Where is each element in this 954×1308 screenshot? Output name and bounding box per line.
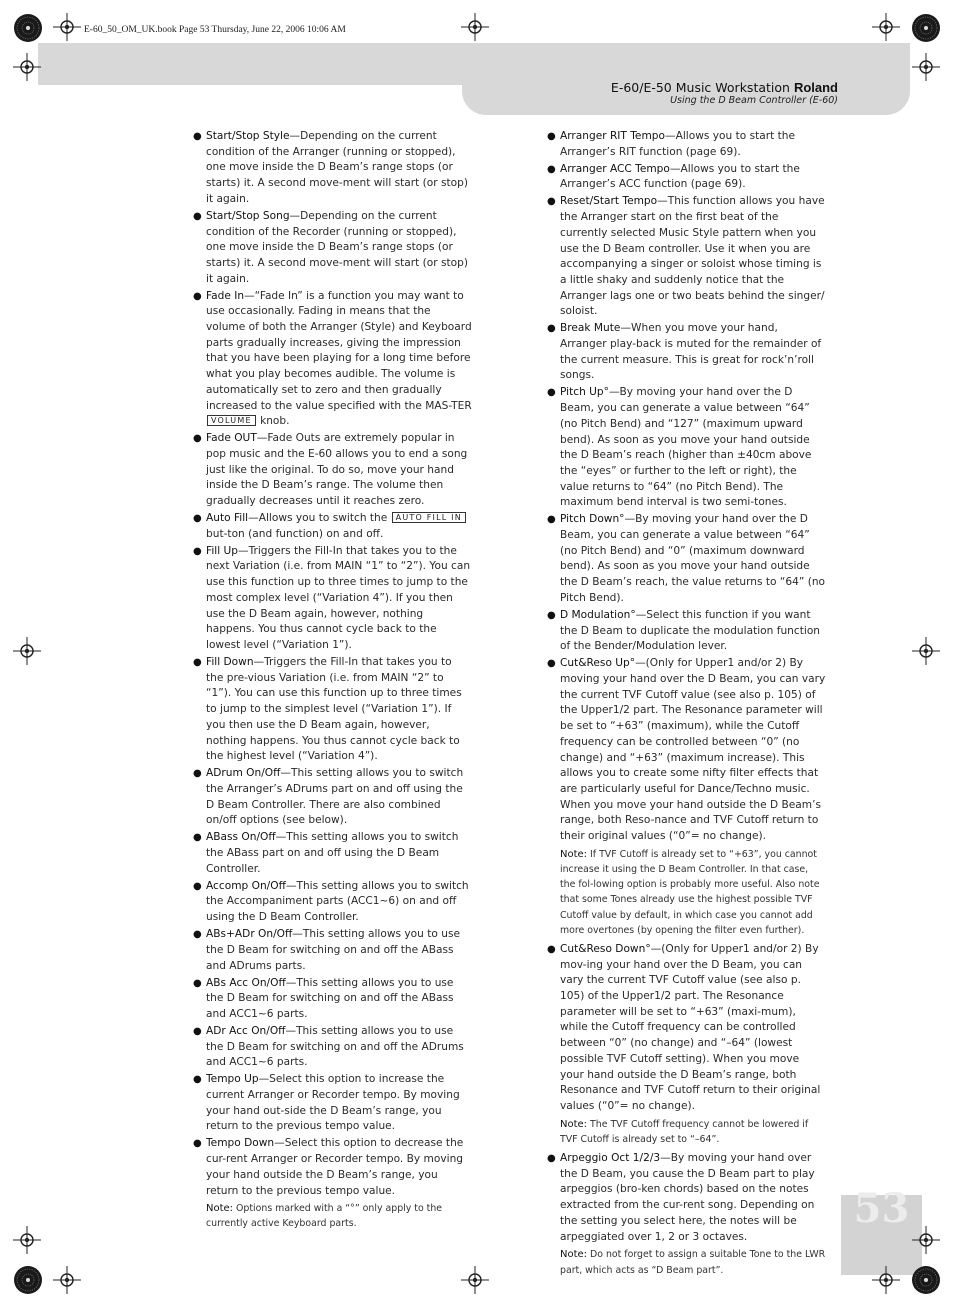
option-term: Start/Stop Song xyxy=(206,209,290,222)
option-term: Arpeggio Oct 1/2/3 xyxy=(560,1152,661,1165)
option-description: —This setting allows you to switch the ABass part on and off using the D Beam Controller. xyxy=(206,831,459,875)
bullet-icon: ● xyxy=(547,163,556,175)
bullet-icon: ● xyxy=(193,880,202,892)
option-term: Cut&Reso Down° xyxy=(560,942,651,955)
wheel-mark-top-right xyxy=(912,14,940,42)
note-label: Note: xyxy=(206,1203,234,1215)
bullet-icon: ● xyxy=(193,131,202,142)
note-text: Do not forget to assign a suitable Tone to the LWR part, which acts as “D Beam part”. xyxy=(560,1249,826,1276)
option-term: ADrum On/Off xyxy=(206,767,281,780)
option-term: Accomp On/Off xyxy=(206,879,286,892)
bullet-icon: ● xyxy=(193,1025,202,1037)
note-text: If TVF Cutoff is already set to “+63”, you cannot increase it using the D Beam Controller. In that case, the fol-lowing option is probably more useful. Also note that some Tones already use the highest possible TVF Cutoff value by default, in which case you cannot add more overtones (by opening the filter even further). xyxy=(560,848,820,936)
option-term: Arranger RIT Tempo xyxy=(560,130,665,142)
option-term: Fade In xyxy=(206,289,245,302)
bullet-icon: ● xyxy=(193,929,202,941)
note-text: The TVF Cutoff frequency cannot be lowered if TVF Cutoff is already set to “–64”. xyxy=(560,1118,809,1145)
bullet-icon: ● xyxy=(193,832,202,844)
option-description-continued: but-ton (and function) on and off. xyxy=(206,527,384,540)
bullet-icon: ● xyxy=(547,387,556,399)
note-label: Note: xyxy=(560,848,588,860)
option-description: —When you move your hand, Arranger play-back is muted for the remainder of the current measure. This is great for rock’n’roll songs. xyxy=(560,322,822,382)
option-description: —Select this function if you want the D Beam to duplicate the modulation function of the Bender/Modulation lever. xyxy=(560,608,821,653)
option-term: Break Mute xyxy=(560,322,621,335)
bullet-icon: ● xyxy=(193,1138,202,1150)
header-product: E-60/E-50 Music Workstation xyxy=(610,80,790,95)
crosshair-mark xyxy=(53,13,81,41)
option-term: Tempo Down xyxy=(206,1137,275,1150)
option-description: —Depending on the current condition of the Recorder (running or stopped), one move inside the D Beam’s range stops (or starts) it. A second move-ment will start (or stop) it again. xyxy=(206,209,469,285)
option-description: —Allows you to switch the xyxy=(248,512,391,525)
option-term: Fade OUT xyxy=(206,432,257,445)
crosshair-mark xyxy=(13,637,41,665)
crosshair-mark xyxy=(872,1266,900,1294)
option-term: ADr Acc On/Off xyxy=(206,1024,286,1037)
option-description-continued: knob. xyxy=(256,415,290,428)
option-term: ABs Acc On/Off xyxy=(206,976,286,989)
crosshair-mark xyxy=(461,13,489,41)
note-label: Note: xyxy=(560,1249,588,1261)
print-slug-line: E-60_50_OM_UK.book Page 53 Thursday, June 22, 2006 10:06 AM xyxy=(84,25,346,35)
option-description: —Triggers the Fill-In that takes you to the pre-vious Variation (i.e. from MAIN “2” to “1”). You can use this function up to three times to jump to the simplest level (“Variation 1”). If you then use the D Beam again, however, nothing happens. You thus cannot cycle back to the highest level (“Variation 4”). xyxy=(206,655,462,763)
option-description: —Triggers the Fill-In that takes you to the next Variation (i.e. from MAIN “1” to “2”). You can use this function up to three times to jump to the most complex level (“Variation 4”). If you then use the D Beam again, however, nothing happens. You thus cannot cycle back to the lowest level (“Variation 1”). xyxy=(206,544,471,651)
option-description: —This setting allows you to use the D Beam for switching on and off the ADrums and ACC1~6 parts. xyxy=(206,1024,464,1069)
option-term: Tempo Up xyxy=(206,1073,259,1086)
option-term: Pitch Down° xyxy=(560,513,625,526)
option-description: —By moving your hand over the D Beam, you can generate a value between “64” (no Pitch Bend) and “127” (maximum upward bend). As soon as you move your hand outside the D Beam’s reach (higher than ±40cm above the “eyes” or further to the left or right), the value returns to “64” (no Pitch Bend). The maximum bend interval is two semi-tones. xyxy=(560,386,812,509)
crosshair-mark xyxy=(53,1266,81,1294)
bullet-icon: ● xyxy=(547,658,556,670)
option-description: —This setting allows you to switch the Accompaniment parts (ACC1~6) on and off using the D Beam Controller. xyxy=(206,879,469,924)
wheel-mark-bottom-left xyxy=(14,1266,42,1294)
crosshair-mark xyxy=(912,53,940,81)
option-description: —Depending on the current condition of the Arranger (running or stopped), one move inside the D Beam’s range stops (or starts) it. A second move-ment will start (or stop) it again. xyxy=(206,130,469,205)
bullet-icon: ● xyxy=(547,1153,556,1165)
crosshair-mark xyxy=(912,1226,940,1254)
option-description: —Fade Outs are extremely popular in pop music and the E-60 allows you to end a song just like the original. To do so, move your hand inside the D Beam’s range. The volume then gradually decreases until it reaches zero. xyxy=(206,432,468,508)
bullet-icon: ● xyxy=(193,290,202,302)
option-term: Reset/Start Tempo xyxy=(560,195,658,208)
crosshair-mark xyxy=(13,53,41,81)
option-term: Fill Up xyxy=(206,544,238,557)
option-description: —Select this option to decrease the cur-rent Arranger or Recorder tempo. By moving your hand outside the D Beam’s range, you return to the previous tempo value. xyxy=(206,1137,464,1197)
bullet-icon: ● xyxy=(193,768,202,780)
running-header-subtitle: Using the D Beam Controller (E-60) xyxy=(670,95,838,106)
roland-logo: Roland xyxy=(793,80,838,95)
option-term: Cut&Reso Up° xyxy=(560,657,636,670)
crosshair-mark xyxy=(872,13,900,41)
wheel-mark-bottom-right xyxy=(912,1266,940,1294)
option-term: Arranger ACC Tempo xyxy=(560,162,670,175)
option-term: ABass On/Off xyxy=(206,831,276,844)
option-term: ABs+ADr On/Off xyxy=(206,928,293,941)
bullet-icon: ● xyxy=(547,609,556,621)
panel-button-label: AUTO FILL IN xyxy=(392,512,466,523)
bullet-icon: ● xyxy=(193,1074,202,1086)
option-description: —(Only for Upper1 and/or 2) By moving your hand over the D Beam, you can vary the current TVF Cutoff value (see also p. 105) of the Upper1/2 part. The Resonance parameter will be set to “+63” (maximum), while the Cutoff frequency can be controlled between “0” (no change) and “+63” (maximum increase). This allows you to create some nifty filter effects that are particularly useful for Dance/Techno music. When you move your hand outside the D Beam’s range, both Reso-nance and TVF Cutoff return to their original values (“0”= no change). xyxy=(560,657,826,843)
option-term: Fill Down xyxy=(206,655,254,668)
page-number: 53 xyxy=(853,1185,910,1232)
bullet-icon: ● xyxy=(193,513,202,525)
option-description: —This function allows you have the Arranger start on the first beat of the currently selected Music Style pattern when you use the D Beam controller. Use it when you are accompanying a singer or soloist whose timing is a little shaky and suddenly notice that the Arranger lags one or two beats behind the singer/ soloist. xyxy=(560,195,825,318)
option-description: —Select this option to increase the current Arranger or Recorder tempo. By moving your hand out-side the D Beam’s range, you return to the previous tempo value. xyxy=(206,1073,460,1133)
bullet-icon: ● xyxy=(193,656,202,668)
option-description: —This setting allows you to use the D Beam for switching on and off the ABass and ACC1~6 parts. xyxy=(206,976,454,1020)
option-description: —Allows you to start the Arranger’s RIT function (page 69). xyxy=(560,130,796,158)
bullet-icon: ● xyxy=(547,131,556,142)
option-term: D Modulation° xyxy=(560,608,636,621)
option-description: —This setting allows you to use the D Beam for switching on and off the ABass and ADrums parts. xyxy=(206,928,460,972)
option-description: —By moving your hand over the D Beam, you cause the D Beam part to play arpeggios (bro-ken chords) based on the notes extracted from the cur-rent song. Depending on the setting you select here, the notes will be arpeggiated over 1, 2 or 3 octaves. xyxy=(560,1152,815,1243)
bullet-icon: ● xyxy=(193,433,202,445)
option-description: —By moving your hand over the D Beam, you can generate a value between “64” (no Pitch Bend) and “0” (maximum downward bend). As soon as you move your hand outside the D Beam’s reach, the value returns to “64” (no Pitch Bend). xyxy=(560,513,826,604)
crosshair-mark xyxy=(912,637,940,665)
option-description: —(Only for Upper1 and/or 2) By mov-ing your hand over the D Beam, you can vary the current TVF Cutoff value (see also p. 105) of the Upper1/2 part. The Resonance parameter will be set to “+63” (maxi-mum), while the Cutoff frequency can be controlled between “0” (no change) and “–64” (lowest possible TVF Cutoff setting). When you move your hand outside the D Beam’s range, both Resonance and TVF Cutoff return to their original values (“0”= no change). xyxy=(560,942,821,1112)
bullet-icon: ● xyxy=(193,210,202,222)
bullet-icon: ● xyxy=(547,196,556,208)
panel-button-label: VOLUME xyxy=(207,415,256,426)
note-label: Note: xyxy=(560,1118,588,1130)
option-term: Auto Fill xyxy=(206,512,249,525)
crosshair-mark xyxy=(461,1266,489,1294)
option-term: Start/Stop Style xyxy=(206,130,290,142)
option-term: Pitch Up° xyxy=(560,386,609,399)
crosshair-mark xyxy=(13,1226,41,1254)
option-description: —This setting allows you to switch the Arranger’s ADrums part on and off using the D Beam Controller. There are also combined on/off options (see below). xyxy=(206,767,464,827)
option-description: —Allows you to start the Arranger’s ACC function (page 69). xyxy=(560,162,800,191)
note-text: Options marked with a “°” only apply to the currently active Keyboard parts. xyxy=(206,1203,443,1230)
bullet-icon: ● xyxy=(547,943,556,955)
bullet-icon: ● xyxy=(193,977,202,989)
bullet-icon: ● xyxy=(547,323,556,335)
wheel-mark-top-left xyxy=(14,14,42,42)
bullet-icon: ● xyxy=(193,545,202,557)
bullet-icon: ● xyxy=(547,514,556,526)
option-description: —“Fade In” is a function you may want to use occasionally. Fading in means that the volume of both the Arranger (Style) and Keyboard parts gradually increases, giving the impression that you have been playing for a long time before what you play becomes audible. The volume is automatically set to zero and then gradually increased to the value specified with the MAS-TER xyxy=(206,289,472,412)
